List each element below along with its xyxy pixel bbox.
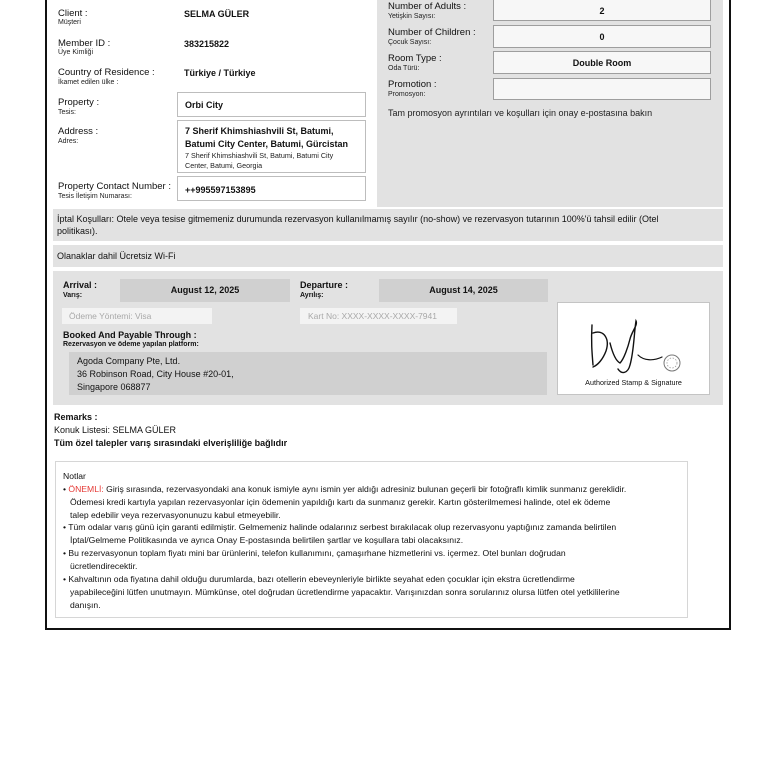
facilities-text: Olanaklar dahil Ücretsiz Wi-Fi — [57, 251, 176, 261]
children-value: 0 — [599, 32, 605, 42]
departure-value: August 14, 2025 — [429, 285, 498, 295]
note-1-line1: Giriş sırasında, rezervasyondaki ana konuk ismiyle aynı ismin yer aldığı adresiniz bulunan geçerli bir fotoğraflı kimlik sunmanız gereklidir. — [103, 484, 627, 494]
member-label: Member ID : — [58, 38, 111, 49]
card-number-box — [300, 308, 457, 324]
address-line1: 7 Sherif Khimshiashvili St, Batumi, — [185, 126, 334, 136]
arrival-sub: Varış: — [63, 292, 83, 299]
cancellation-line1: İptal Koşulları: Otele veya tesise gitmemeniz durumunda rezervasyon kullanılmamış sayılır (no-show) ve rezervasyon tutarının 100%'ü tahsil edilir (Otel — [57, 214, 659, 224]
note-1-line2: Ödemesi kredi kartıyla yapılan rezervasyonlar için ödemenin yapıldığı kartı da sunmanız gerekir. Kartın gösterilmemesi halinde, otel ek ödeme — [70, 497, 611, 507]
note-4-line1: Kahvaltının oda fiyatına dahil olduğu durumlarda, bazı otellerin ebeveynleriyle birlikte seyahat eden çocuklar için ekstra ücretlendirme — [68, 574, 575, 584]
room-type-sub: Oda Türü: — [388, 65, 420, 72]
stamp-box — [557, 302, 710, 395]
departure-box — [379, 279, 548, 302]
arrival-value: August 12, 2025 — [170, 285, 240, 295]
notes-title: Notlar — [63, 471, 86, 481]
room-type-label: Room Type : — [388, 53, 442, 64]
special-requests: Tüm özel talepler varış sırasındaki elverişliliğe bağlıdır — [54, 438, 288, 448]
contact-box — [177, 176, 366, 201]
promotion-label: Promotion : — [388, 79, 437, 90]
departure-label: Departure : — [300, 280, 349, 290]
facilities-box — [53, 245, 723, 267]
note-2-line1: Tüm odalar varış günü için garanti edilmiştir. Gelmemeniz halinde odalarınız serbest bırakılacak olup rezervasyonu yaptığınız zamanda belirtilen — [68, 522, 617, 532]
note-3-line2: ücretlendirecektir. — [70, 561, 138, 571]
cancellation-box — [53, 209, 723, 241]
agent-line2: 36 Robinson Road, City House #20-01, — [77, 369, 234, 379]
address-label: Address : — [58, 126, 99, 137]
note-2-line2: İptal/Gelmeme Politikasında ve ayrıca Onay E-postasında belirtilen şartlar ve koşullara tabi olacaksınız. — [70, 535, 464, 545]
guest-list: Konuk Listesi: SELMA GÜLER — [54, 425, 177, 435]
cancellation-line2: politikası). — [57, 226, 98, 236]
arrival-label: Arrival : — [63, 280, 98, 290]
promotion-box — [493, 78, 711, 100]
agent-line1: Agoda Company Pte, Ltd. — [77, 356, 181, 366]
property-sub: Tesis: — [58, 109, 76, 116]
note-1-line3: talep edebilir veya rezervasyonunuzu kabul etmeyebilir. — [70, 510, 281, 520]
address-sub: Adres: — [58, 138, 79, 145]
note-bullet-3 — [63, 547, 566, 560]
important-label: ÖNEMLİ: — [68, 484, 104, 494]
client-label: Client : — [58, 8, 88, 19]
room-type-box — [493, 51, 711, 74]
address-small1: 7 Sherif Khimshiashvili St, Batumi, Batumi City — [185, 151, 334, 160]
contact-value: ++995597153895 — [185, 185, 256, 195]
departure-sub: Ayrılış: — [300, 292, 324, 299]
booked-sub: Rezervasyon ve ödeme yapılan platform: — [63, 341, 199, 348]
stamp-caption: Authorized Stamp & Signature — [585, 378, 682, 387]
arrival-box — [120, 279, 290, 302]
agent-line3: Singapore 068877 — [77, 382, 151, 392]
note-bullet-2 — [63, 521, 616, 534]
address-small2: Center, Batumi, Georgia — [185, 161, 263, 170]
address-box — [177, 120, 366, 173]
bullet-icon: • — [63, 484, 67, 494]
children-label: Number of Children : — [388, 27, 476, 38]
agent-box — [69, 352, 547, 395]
property-value: Orbi City — [185, 100, 224, 110]
note-4-line2: yapabileceğini lütfen unutmayın. Mümkünse, otel doğrudan ücretlendirme yapacaktır. Varışınızdan sonra sorularınız olursa lütfen otel yetkililerine — [70, 587, 620, 597]
member-value: 383215822 — [184, 39, 230, 49]
children-box — [493, 25, 711, 48]
room-type-value: Double Room — [572, 58, 632, 68]
promotion-sub: Promosyon: — [388, 91, 426, 98]
country-label: Country of Residence : — [58, 67, 155, 78]
client-sub: Müşteri — [58, 19, 81, 26]
payment-method-box — [62, 308, 212, 324]
client-value: SELMA GÜLER — [184, 9, 250, 19]
booked-label: Booked And Payable Through : — [63, 330, 197, 340]
note-3-line1: Bu rezervasyonun toplam fiyatı mini bar ürünlerini, telefon kullanımını, çamaşırhane hizmetlerini vs. içermez. Otel bunları doğrudan — [68, 548, 566, 558]
note-bullet-1 — [63, 483, 626, 496]
note-4-line3: danışın. — [70, 600, 101, 610]
bullet-icon: • — [63, 548, 67, 558]
card-number: Kart No: XXXX-XXXX-XXXX-7941 — [308, 311, 437, 321]
country-sub: İkamet edilen ülke : — [58, 79, 119, 86]
adults-label: Number of Adults : — [388, 1, 467, 12]
adults-value: 2 — [599, 6, 605, 16]
contact-label: Property Contact Number : — [58, 181, 171, 192]
property-label: Property : — [58, 97, 100, 108]
bullet-icon: • — [63, 574, 67, 584]
member-sub: Üye Kimliği — [58, 49, 94, 56]
remarks-title: Remarks : — [54, 412, 98, 422]
country-value: Türkiye / Türkiye — [184, 68, 256, 78]
notes-box — [55, 461, 688, 618]
bullet-icon: • — [63, 522, 67, 532]
note-bullet-4 — [63, 573, 575, 586]
property-box — [177, 92, 366, 117]
children-sub: Çocuk Sayısı: — [388, 39, 432, 46]
promotion-note: Tam promosyon ayrıntıları ve koşulları için onay e-postasına bakın — [388, 108, 653, 118]
contact-sub: Tesis İletişim Numarası: — [58, 193, 132, 200]
adults-sub: Yetişkin Sayısı: — [388, 13, 436, 20]
adults-box — [493, 0, 711, 21]
address-line2: Batumi City Center, Batumi, Gürcistan — [185, 139, 349, 149]
payment-method: Ödeme Yöntemi: Visa — [69, 311, 152, 321]
